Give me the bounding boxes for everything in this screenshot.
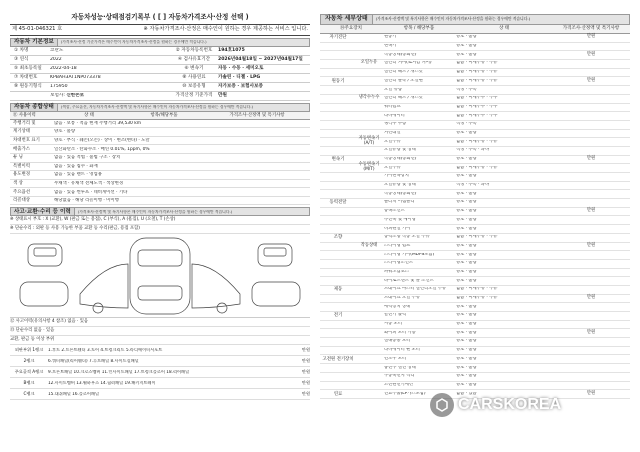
detail-row bbox=[320, 303, 630, 312]
status-row bbox=[10, 145, 310, 154]
detail-status-columns: ⑭주요장치 항목 / 해당부품 상 태 가격조사·산정액 및 특기사항 bbox=[320, 25, 630, 34]
basic-info-value: 코란도 bbox=[50, 47, 64, 53]
detail-row bbox=[320, 104, 630, 113]
detail-group: 고전원 전기장치 bbox=[322, 356, 354, 362]
detail-state: 없음 · 미세누수 · 누수 bbox=[456, 113, 498, 118]
detail-item: 오일누유 bbox=[384, 165, 401, 170]
detail-state: 양호 · 불량 bbox=[456, 191, 477, 196]
detail-state: 없음 · 미세누유 · 누유 bbox=[456, 165, 498, 170]
panel-items: 15.대쉬패널 16.플로어패널 bbox=[48, 392, 100, 397]
brand-logo-icon bbox=[430, 393, 454, 417]
detail-item: 기어변속장치 bbox=[384, 174, 409, 179]
detail-price: 만원 bbox=[586, 208, 596, 214]
panel-price: 만원 bbox=[301, 391, 310, 397]
detail-state: 없음 · 미세누유 · 누유 bbox=[456, 78, 498, 83]
detail-row bbox=[320, 147, 630, 156]
status-row bbox=[10, 120, 310, 129]
panel-row bbox=[10, 367, 310, 378]
panel-price: 만원 bbox=[301, 369, 310, 375]
detail-row bbox=[320, 364, 630, 373]
detail-row bbox=[320, 269, 630, 278]
detail-subgroup: 수동변속기(M/T) bbox=[358, 162, 380, 173]
right-column bbox=[320, 14, 630, 399]
detail-row bbox=[320, 234, 630, 243]
detail-item: 냉각수 수량 bbox=[384, 122, 407, 127]
detail-item: 라디에이터 팬 모터 bbox=[384, 348, 420, 353]
detail-row bbox=[320, 295, 630, 304]
detail-state: 양호 · 불량 bbox=[456, 278, 477, 283]
basic-info-key: ⑨ 원동기형식 bbox=[14, 83, 42, 89]
status-item-label: 용도변경 bbox=[13, 172, 30, 178]
basic-info-value: 2022 bbox=[50, 56, 62, 62]
detail-row bbox=[320, 121, 630, 130]
status-item-label: 특별이력 bbox=[13, 163, 30, 169]
detail-row bbox=[320, 182, 630, 191]
panel-table bbox=[10, 345, 310, 400]
detail-row bbox=[320, 51, 630, 60]
status-item-value: 없음 · 있음 썬루프 · 네비게이션 · 기타 bbox=[54, 189, 128, 195]
panel-items: 1.후드 2.프론트휀더 3.도어 4.트렁크리드 5.라디에이터서포트 bbox=[48, 348, 163, 353]
status-item-value: 없음 · 있음 적법 · 불법 구조 · 장치 bbox=[54, 155, 121, 161]
detail-item: 라디에이터 bbox=[384, 113, 405, 118]
status-row bbox=[10, 137, 310, 146]
detail-state: 양호 · 불량 bbox=[456, 217, 477, 222]
basic-info-key-2: ④ 검사유효기간 bbox=[177, 56, 211, 62]
detail-item: 시동 모터 bbox=[384, 322, 402, 327]
detail-price: 만원 bbox=[586, 156, 596, 161]
status-item-value: 양호 · 불량 bbox=[54, 129, 76, 135]
accident-history-row: ⑫ 사고이력(유의사항 4 참조) 없음 · 있음 bbox=[10, 318, 310, 327]
detail-state: 적정 · 부족 bbox=[456, 122, 477, 127]
basic-info-key: ⑤ 최초등록일 bbox=[14, 65, 42, 71]
detail-state: 양호 · 불량 bbox=[456, 200, 477, 205]
detail-state: 양호 · 불량 bbox=[456, 304, 477, 309]
panel-rank-label: B랭크 bbox=[23, 380, 35, 386]
panel-items: 12.사이드멤버 13.휠하우스 14.필러패널 19.패키지트레이 bbox=[48, 381, 156, 386]
detail-item: 작동상태(공회전) bbox=[384, 52, 417, 57]
detail-state: 양호 · 불량 bbox=[456, 44, 477, 49]
detail-group: 자기진단 bbox=[329, 35, 347, 41]
detail-group: 조향 bbox=[333, 235, 343, 241]
basic-info-row bbox=[10, 83, 310, 92]
detail-state: 없음 · 미세누유 · 누유 bbox=[456, 235, 498, 240]
detail-item: 실린더 헤드 / 개스킷 bbox=[384, 96, 423, 101]
frame-label: 교환, 판금 등 이상 부위 bbox=[10, 336, 310, 345]
detail-state: 양호 · 불량 bbox=[456, 252, 477, 257]
detail-state: 양호 · 불량 bbox=[456, 313, 477, 318]
detail-item: 작동상태(공회전) bbox=[384, 157, 417, 161]
detail-group: 동력전달 bbox=[329, 200, 347, 206]
detail-item: 스티어링조인트 bbox=[384, 261, 414, 266]
status-row bbox=[10, 197, 310, 206]
detail-row bbox=[320, 60, 630, 69]
basic-info-value-2: 194호1075 bbox=[218, 47, 245, 53]
detail-state: 양호 · 불량 bbox=[456, 261, 477, 266]
detail-group: 전기 bbox=[333, 313, 343, 319]
basic-info-value-2: 가솔린 · 디젤 · LPG bbox=[218, 74, 261, 80]
detail-row bbox=[320, 373, 630, 382]
detail-state: 없음 · 미세누수 · 누수 bbox=[456, 96, 498, 101]
detail-item: 충전구 절연 상태 bbox=[384, 365, 416, 370]
detail-item: 추진축 및 베어링 bbox=[384, 217, 416, 222]
detail-row bbox=[320, 243, 630, 252]
basic-info-key-2: ⑩ 보증유형 bbox=[182, 83, 206, 89]
status-table bbox=[10, 120, 310, 206]
detail-row bbox=[320, 277, 630, 286]
detail-item: 구동축전지 격리 bbox=[384, 374, 415, 379]
simple-repair-row: ⑬ 단순수리 없음 · 있음 bbox=[10, 327, 310, 336]
detail-state: 양호 · 불량 bbox=[456, 269, 477, 274]
detail-state: 양호 · 불량 bbox=[456, 374, 477, 379]
detail-state: 양호 · 불량 bbox=[456, 330, 477, 335]
detail-item: 타이로드엔드 및 볼 조인트 bbox=[384, 278, 434, 283]
status-item-label: 차대번호 표기 bbox=[13, 138, 40, 143]
carskorea-watermark: CARSKOREA bbox=[430, 393, 561, 417]
detail-item: 실린더 블록 / 오일팬 bbox=[384, 78, 423, 83]
panel-items: 6.쿼터패널(리어휀더) 7.루프패널 8.사이드실패널 bbox=[48, 359, 139, 364]
detail-item: 발전기 출력 bbox=[384, 313, 407, 318]
detail-price: 만원 bbox=[586, 51, 596, 57]
detail-item: 디퍼렌셜 기어 bbox=[384, 226, 411, 231]
detail-state: 적정 · 부족 · 과다 bbox=[456, 183, 490, 188]
status-header: 자동차 종합상태 (색상, 주요옵션, 자동차가격조사·산정액 및 특기사항은 매수인이 자동차가격조사·산정을 원하는 경우에만 적습니다.) bbox=[10, 103, 310, 112]
detail-price: 만원 bbox=[586, 295, 596, 300]
detail-state: 양호 · 불량 bbox=[456, 382, 477, 387]
status-item-label: 주행거리 및 bbox=[13, 120, 36, 126]
status-item-value: 일산화탄소 · 탄화수소 · 매연 0.01%, 1ppm, 0% bbox=[54, 146, 150, 152]
detail-item: 연료누출(LP가스포함) bbox=[384, 391, 426, 396]
detail-row bbox=[320, 338, 630, 347]
detail-state: 없음 · 미세누수 · 누수 bbox=[456, 104, 498, 109]
detail-state: 적정 · 부족 · 과다 bbox=[456, 148, 490, 153]
basic-info-price-row: 보험사: 신한손보 가격산정 기준가격 만원 bbox=[10, 92, 310, 101]
detail-item: 배력장치 상태 bbox=[384, 304, 411, 309]
accident-header: 사고·교환·수리 등 이력 (가격조사·산정액 및 특기사항은 매수인이 자동차가격조사·산정을 원하는 경우에만 적습니다.) bbox=[10, 207, 310, 216]
basic-info-row bbox=[10, 47, 310, 56]
detail-row bbox=[320, 173, 630, 182]
panel-rank-label: 외판부위 1랭크 bbox=[14, 347, 44, 353]
accident-legend: ※ 상태표시 부호 : X (교환), W (판금 또는 용접), C (부식), A (흠집), U (요철), T (손상) bbox=[10, 216, 310, 225]
detail-state: 없음 · 있음 bbox=[456, 391, 477, 396]
detail-item: 워터펌프 bbox=[384, 104, 401, 109]
basic-info-key: ③ 연식 bbox=[14, 56, 29, 62]
detail-row bbox=[320, 208, 630, 217]
detail-item: 와이퍼 모터 기능 bbox=[384, 330, 416, 335]
detail-state: 양호 · 불량 bbox=[456, 339, 477, 344]
basic-info-row bbox=[10, 74, 310, 83]
panel-price: 만원 bbox=[301, 347, 310, 353]
detail-row bbox=[320, 199, 630, 208]
status-row bbox=[10, 154, 310, 163]
detail-row bbox=[320, 382, 630, 391]
detail-group: 원동기 bbox=[331, 78, 345, 84]
detail-state: 없음 · 미세누유 · 누유 bbox=[456, 61, 498, 66]
car-diagram bbox=[10, 234, 310, 318]
detail-item: 실내송풍 모터 bbox=[384, 339, 411, 344]
detail-item: 작동상태(공회전) bbox=[384, 191, 417, 196]
detail-price: 만원 bbox=[586, 329, 596, 335]
detail-state: 없음 · 미세누유 · 누유 bbox=[456, 139, 498, 144]
panel-row bbox=[10, 345, 310, 356]
accident-legend-2: ※ 단순수리 : 외판 등 사용 가능한 부품 교환 등 수리(판금, 용접 포함) bbox=[10, 225, 310, 234]
basic-info-key-2: ② 자동차등록번호 bbox=[175, 47, 213, 53]
detail-row bbox=[320, 69, 630, 78]
detail-row bbox=[320, 251, 630, 260]
status-item-label: 튜 닝 bbox=[13, 155, 23, 161]
detail-item: 오일 유량 bbox=[384, 87, 402, 92]
detail-subgroup: 자동변속기(A/T) bbox=[358, 136, 380, 147]
basic-info-value: KPBAH3AT1NP073378 bbox=[50, 74, 101, 80]
status-row bbox=[10, 188, 310, 197]
detail-item: 윈도우 모터 bbox=[384, 356, 407, 361]
detail-row bbox=[320, 164, 630, 173]
car-outline-icon bbox=[10, 234, 310, 318]
detail-item: 변속기 bbox=[384, 44, 397, 49]
detail-row bbox=[320, 77, 630, 86]
status-item-value: 해당없음 · 해당 리콜이행 · 미이행 bbox=[54, 198, 119, 204]
detail-item: 스티어링 펌프 bbox=[384, 243, 411, 248]
basic-info-key: ⑦ 차대번호 bbox=[14, 74, 38, 80]
detail-row bbox=[320, 355, 630, 364]
status-item-value: 양호 · 부식 · 훼손(오손) · 상이 · 변조(변타) · 도말 bbox=[54, 138, 150, 143]
left-column bbox=[10, 14, 310, 400]
detail-state: 양호 · 불량 bbox=[456, 174, 477, 179]
panel-rank-label: 2랭크 bbox=[23, 358, 35, 364]
detail-state: 양호 · 불량 bbox=[456, 243, 477, 248]
basic-info-row bbox=[10, 56, 310, 65]
status-item-label: 배출가스 bbox=[13, 146, 30, 152]
basic-info-row bbox=[10, 65, 310, 74]
detail-item: 브레이크 오일 누유 bbox=[384, 296, 420, 300]
basic-info-header: 자동차 기본정보 (가격조사·산정 기준가격은 매수인이 자동차가격조사·산정을 원하는 경우에만 적습니다.) bbox=[10, 38, 310, 47]
detail-state: 양호 · 불량 bbox=[456, 356, 477, 361]
detail-item: 실린더 헤드 / 개스킷 bbox=[384, 70, 423, 75]
detail-state: 양호 · 불량 bbox=[456, 52, 477, 57]
detail-row bbox=[320, 260, 630, 269]
detail-state: 없음 · 미세누유 · 누유 bbox=[456, 296, 498, 300]
detail-status-table bbox=[320, 34, 630, 399]
detail-row bbox=[320, 321, 630, 330]
detail-item: 오일누유 bbox=[384, 139, 401, 144]
detail-item: 등속조인트 bbox=[384, 209, 405, 214]
basic-info-key-2: ⑥ 변속기 bbox=[184, 65, 204, 71]
status-item-label: 주요옵션 bbox=[13, 189, 30, 195]
basic-info-value: 2022-04-18 bbox=[50, 65, 77, 71]
detail-state: 양호 · 불량 bbox=[456, 130, 477, 135]
status-item-value: 무채색 · 유채색 전체도색 · 색상변경 bbox=[54, 180, 124, 186]
status-item-label: 색 상 bbox=[13, 180, 23, 186]
detail-state: 양호 · 불량 bbox=[456, 322, 477, 327]
detail-subgroup: 냉각수누수 bbox=[358, 95, 380, 101]
detail-row bbox=[320, 347, 630, 356]
detail-state: 적정 · 부족 bbox=[456, 87, 477, 92]
detail-row bbox=[320, 216, 630, 225]
detail-group: 연료 bbox=[333, 391, 343, 397]
status-item-value: 없음 · 있음 렌트 · 영업용 bbox=[54, 172, 102, 178]
detail-state: 양호 · 불량 bbox=[456, 209, 477, 214]
detail-item: 커먼레일 bbox=[384, 130, 401, 135]
panel-items: 9.프론트패널 10.크로스멤버 11.인사이드패널 17.트렁크플로어 18.리어패널 bbox=[48, 370, 190, 375]
detail-state: 양호 · 불량 bbox=[456, 226, 477, 231]
detail-row bbox=[320, 138, 630, 147]
detail-item: 파워고압호스 bbox=[384, 269, 409, 274]
basic-info-table bbox=[10, 47, 310, 92]
status-columns: ⑪ 사용이력 상 태 항목/해당부품 가격조사·산정액 및 특기사항 bbox=[10, 112, 310, 120]
status-item-value: 없음 · 있음 침수 · 화재 bbox=[54, 163, 98, 169]
status-row bbox=[10, 180, 310, 189]
detail-price: 만원 bbox=[586, 390, 596, 396]
detail-subgroup: 작동상태 bbox=[360, 242, 378, 248]
detail-state: 양호 · 불량 bbox=[456, 348, 477, 353]
basic-info-key: ① 차명 bbox=[14, 47, 29, 53]
basic-info-value-2: 2026년04월18일 ~ 2027년04월17일 bbox=[218, 56, 303, 62]
detail-item: 동력조향 작동 오일 누유 bbox=[384, 235, 430, 240]
basic-info-key-2: ⑧ 사용연료 bbox=[182, 74, 206, 80]
detail-item: 오일유량 및 상태 bbox=[384, 183, 416, 188]
detail-state: 없음 · 미세누유 · 누유 bbox=[456, 70, 498, 75]
status-item-label: 리콜대상 bbox=[13, 198, 30, 204]
detail-item: 실린더 커버(로커암 커버) bbox=[384, 61, 432, 66]
detail-state: 양호 · 불량 bbox=[456, 35, 477, 40]
panel-rank-label: 주요골격 A랭크 bbox=[14, 369, 44, 375]
document-title: 자동차성능·상태점검기록부 ( [ ] 자동차가격조사·산정 선택 ) bbox=[71, 13, 249, 21]
panel-row bbox=[10, 389, 310, 400]
cert-number: 제 45-01-046321 호 bbox=[12, 25, 63, 32]
status-item-label: 계기상태 bbox=[13, 129, 30, 135]
detail-row bbox=[320, 190, 630, 199]
panel-rank-label: C랭크 bbox=[23, 391, 35, 397]
basic-info-value-2: 자동 · 수동 · 세미오토 bbox=[218, 65, 264, 71]
detail-item: 오일유량 및 상태 bbox=[384, 148, 416, 153]
panel-row bbox=[10, 378, 310, 389]
detail-row bbox=[320, 225, 630, 234]
detail-row bbox=[320, 329, 630, 338]
valuation-notice: ※ 자동차가격조사·산정은 매수인이 원하는 경우 제공하는 서비스 입니다. bbox=[143, 25, 308, 32]
detail-row bbox=[320, 86, 630, 95]
panel-row bbox=[10, 356, 310, 367]
detail-state: 양호 · 불량 bbox=[456, 365, 477, 370]
detail-row bbox=[320, 286, 630, 295]
cert-number-bar bbox=[10, 24, 310, 36]
basic-info-value: 175950 bbox=[50, 83, 68, 89]
panel-price: 만원 bbox=[301, 380, 310, 386]
detail-price: 만원 bbox=[586, 242, 596, 248]
basic-info-value-2: 자가보증 · 보험사보증 bbox=[218, 83, 263, 89]
detail-state: 없음 · 미세누유 · 누유 bbox=[456, 287, 498, 292]
detail-row bbox=[320, 43, 630, 52]
detail-row bbox=[320, 95, 630, 104]
status-item-value: 많음 · 보통 · 적음 현재 주행거리 39,530 km bbox=[54, 120, 142, 126]
detail-row bbox=[320, 312, 630, 321]
detail-subgroup: 오일누유 bbox=[360, 60, 378, 66]
detail-status-header: 자동차 세부상태 (가격조사·산정액 및 특기사항은 매수인이 자동차가격조사·산정을 원하는 경우에만 적습니다.) bbox=[320, 14, 630, 25]
detail-item: 브레이크 마스터 실린더오일 누유 bbox=[384, 287, 447, 292]
panel-price: 만원 bbox=[301, 358, 310, 364]
detail-row bbox=[320, 112, 630, 121]
detail-item: 고전원전기배선 bbox=[384, 382, 414, 387]
detail-row bbox=[320, 34, 630, 43]
detail-item: 클러치 어셈블리 bbox=[384, 200, 415, 205]
detail-state: 양호 · 불량 bbox=[456, 157, 477, 161]
detail-group: 제동 bbox=[333, 287, 343, 293]
status-row bbox=[10, 128, 310, 137]
detail-group: 변속기 bbox=[331, 156, 345, 162]
detail-price: 만원 bbox=[586, 77, 596, 83]
status-row bbox=[10, 163, 310, 172]
detail-price: 만원 bbox=[586, 34, 596, 40]
status-row bbox=[10, 171, 310, 180]
detail-item: 스티어링 기어(MDPS포함) bbox=[384, 252, 435, 257]
detail-item: 원동기 bbox=[384, 35, 397, 40]
